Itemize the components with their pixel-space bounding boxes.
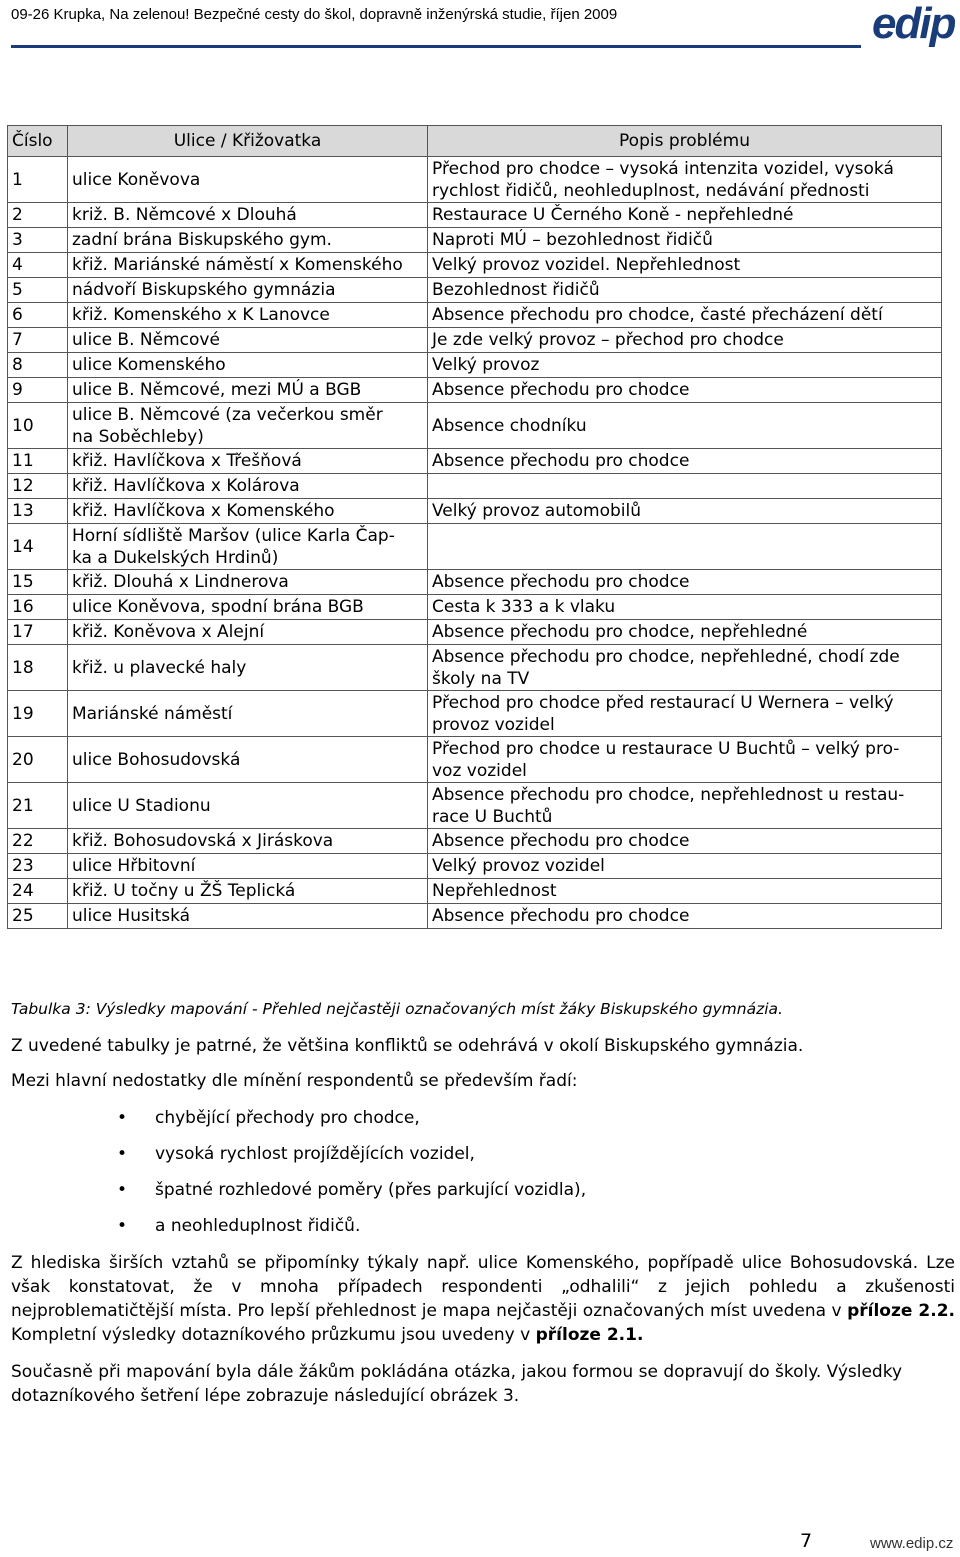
description-line: Je zde velký provoz – přechod pro chodce [432, 330, 784, 350]
street-line: křiž. Komenského x K Lanovce [72, 305, 330, 325]
street-line: křiž. Koněvova x Alejní [72, 622, 265, 642]
description-line: Nepřehlednost [432, 881, 557, 901]
row-description [428, 620, 942, 645]
street-line: ka a Dukelských Hrdinů) [72, 547, 279, 568]
row-street [68, 303, 428, 328]
table-row [8, 620, 942, 645]
row-number: 13 [8, 499, 68, 524]
row-street [68, 691, 428, 737]
street-line: křiž. u plavecké haly [72, 657, 247, 678]
header-street: Ulice / Křižovatka [68, 126, 428, 157]
description-line: rychlost řidičů, neohleduplnost, nedávání přednosti [432, 180, 870, 201]
table-row [8, 570, 942, 595]
row-street [68, 353, 428, 378]
street-line: křiž. Bohosudovská x Jiráskova [72, 831, 334, 851]
row-street [68, 620, 428, 645]
row-description [428, 228, 942, 253]
row-number: 19 [8, 691, 68, 737]
row-description [428, 449, 942, 474]
street-line: ulice Husitská [72, 906, 191, 926]
table-row [8, 228, 942, 253]
row-street [68, 854, 428, 879]
row-street [68, 378, 428, 403]
table-row [8, 783, 942, 829]
row-street [68, 524, 428, 570]
description-line: Velký provoz vozidel [432, 856, 605, 876]
row-description [428, 253, 942, 278]
row-description [428, 403, 942, 449]
header-description: Popis problému [428, 126, 942, 157]
description-line: Velký provoz vozidel. Nepřehlednost [432, 255, 741, 275]
street-line: ulice B. Němcové [72, 330, 220, 350]
description-line: Absence přechodu pro chodce [432, 906, 690, 926]
row-street [68, 904, 428, 929]
street-line: ulice Koněvova, spodní brána BGB [72, 597, 364, 617]
row-street [68, 570, 428, 595]
row-description [428, 353, 942, 378]
table-caption: Tabulka 3: Výsledky mapování - Přehled nejčastěji označovaných míst žáky Biskupského gymnázia. [11, 1000, 783, 1018]
street-line: ulice B. Němcové, mezi MÚ a BGB [72, 380, 362, 400]
row-number: 25 [8, 904, 68, 929]
description-line: Naproti MÚ – bezohlednost řidičů [432, 230, 713, 250]
problem-table [7, 125, 942, 929]
table-row [8, 203, 942, 228]
row-number: 5 [8, 278, 68, 303]
row-number: 6 [8, 303, 68, 328]
list-item: • vysoká rychlost projíždějících vozidel, [111, 1142, 586, 1178]
row-description [428, 499, 942, 524]
table-row [8, 449, 942, 474]
row-number: 21 [8, 783, 68, 829]
description-line: race U Buchtů [432, 806, 553, 827]
table-row [8, 328, 942, 353]
table-header-row [8, 126, 942, 157]
row-street [68, 645, 428, 691]
description-line: Absence přechodu pro chodce [432, 451, 690, 471]
row-number: 20 [8, 737, 68, 783]
description-line: Velký provoz [432, 355, 540, 375]
header-rule [11, 45, 861, 48]
row-street [68, 474, 428, 499]
description-line: Absence chodníku [432, 415, 587, 436]
description-line: Absence přechodu pro chodce, nepřehlednost u restau- [432, 784, 905, 805]
street-line: ulice Komenského [72, 355, 226, 375]
row-street [68, 203, 428, 228]
table-row [8, 157, 942, 203]
table-row [8, 645, 942, 691]
table-row [8, 737, 942, 783]
description-line: Přechod pro chodce – vysoká intenzita vozidel, vysoká [432, 158, 894, 179]
row-street [68, 403, 428, 449]
row-description [428, 157, 942, 203]
street-line: Mariánské náměstí [72, 703, 233, 724]
table-row [8, 854, 942, 879]
row-number: 2 [8, 203, 68, 228]
row-description [428, 904, 942, 929]
street-line: ulice Bohosudovská [72, 749, 241, 770]
row-street [68, 499, 428, 524]
row-number: 4 [8, 253, 68, 278]
row-description [428, 303, 942, 328]
street-line: ulice Koněvova [72, 169, 201, 190]
row-street [68, 595, 428, 620]
deficiency-list [111, 1106, 586, 1250]
row-description [428, 783, 942, 829]
row-street [68, 328, 428, 353]
list-item: • chybějící přechody pro chodce, [111, 1106, 586, 1142]
street-line: nádvoří Biskupského gymnázia [72, 280, 336, 300]
row-number: 7 [8, 328, 68, 353]
description-line: Velký provoz automobilů [432, 501, 642, 521]
description-line: Absence přechodu pro chodce, nepřehledné [432, 622, 808, 642]
table-row [8, 474, 942, 499]
row-description [428, 829, 942, 854]
table-row [8, 499, 942, 524]
row-number: 17 [8, 620, 68, 645]
table-row [8, 303, 942, 328]
row-description [428, 737, 942, 783]
paragraph-text: Kompletní výsledky dotazníkového průzkumu jsou uvedeny v [11, 1325, 536, 1345]
street-line: na Soběchleby) [72, 426, 204, 447]
row-number: 10 [8, 403, 68, 449]
list-item: • špatné rozhledové poměry (přes parkující vozidla), [111, 1178, 586, 1214]
row-number: 22 [8, 829, 68, 854]
page-number: 7 [800, 1530, 813, 1552]
row-number: 8 [8, 353, 68, 378]
description-line: provoz vozidel [432, 714, 555, 735]
description-line: Absence přechodu pro chodce [432, 572, 690, 592]
table-row [8, 879, 942, 904]
description-line: Cesta k 333 a k vlaku [432, 597, 616, 617]
paragraph-transport: Současně při mapování byla dále žákům pokládána otázka, jakou formou se dopravují do školy. Výsledky dotazníkového šetření lépe zobrazuje následující obrázek 3. [11, 1362, 903, 1406]
footer-url[interactable]: www.edip.cz [870, 1535, 954, 1552]
row-street [68, 783, 428, 829]
header-number: Číslo [8, 126, 68, 157]
paragraph-text: Z hlediska širších vztahů se připomínky týkaly např. ulice Komenského, popřípadě ulice Bohosudovská. Lze však konstatovat, že v mnoha případech respondenti „odhalili“ z jejich pohledu a zkušenosti nejproblematičtější místa. Pro lepší přehlednost je mapa nejčastěji označovaných míst uvedena v [11, 1253, 955, 1321]
street-line: križ. B. Němcové x Dlouhá [72, 205, 297, 225]
row-street [68, 253, 428, 278]
description-line: voz vozidel [432, 760, 527, 781]
street-line: křiž. Havlíčkova x Kolárova [72, 476, 300, 496]
paragraph-relations [11, 1251, 955, 1347]
table-row [8, 829, 942, 854]
row-number: 12 [8, 474, 68, 499]
table-row [8, 353, 942, 378]
row-description [428, 524, 942, 570]
appendix-link-2-1[interactable]: příloze 2.1. [535, 1325, 644, 1345]
row-description [428, 879, 942, 904]
street-line: ulice Hřbitovní [72, 856, 196, 876]
row-street [68, 829, 428, 854]
row-number: 14 [8, 524, 68, 570]
row-description [428, 595, 942, 620]
row-street [68, 879, 428, 904]
row-street [68, 278, 428, 303]
row-number: 9 [8, 378, 68, 403]
street-line: Horní sídliště Maršov (ulice Karla Čap- [72, 525, 395, 546]
row-description [428, 378, 942, 403]
row-description [428, 474, 942, 499]
table-row [8, 595, 942, 620]
street-line: křiž. Havlíčkova x Třešňová [72, 451, 302, 471]
row-number: 24 [8, 879, 68, 904]
paragraph-intro-list: Mezi hlavní nedostatky dle mínění respondentů se především řadí: [11, 1071, 578, 1091]
street-line: křiž. Mariánské náměstí x Komenského [72, 255, 403, 275]
paragraph-conflicts: Z uvedené tabulky je patrné, že většina konfliktů se odehrává v okolí Biskupského gymnázia. [11, 1036, 804, 1056]
row-description [428, 691, 942, 737]
street-line: ulice U Stadionu [72, 795, 211, 816]
table-row [8, 524, 942, 570]
row-description [428, 278, 942, 303]
header-title: 09-26 Krupka, Na zelenou! Bezpečné cesty do škol, dopravně inženýrská studie, říjen 2009 [11, 6, 618, 23]
row-number: 1 [8, 157, 68, 203]
street-line: zadní brána Biskupského gym. [72, 230, 332, 250]
row-street [68, 449, 428, 474]
description-line: Restaurace U Černého Koně - nepřehledné [432, 205, 794, 225]
description-line: Přechod pro chodce u restaurace U Buchtů – velký pro- [432, 738, 900, 759]
street-line: ulice B. Němcové (za večerkou směr [72, 404, 383, 425]
description-line: školy na TV [432, 668, 530, 689]
table-row [8, 403, 942, 449]
list-item: • a neohleduplnost řidičů. [111, 1214, 586, 1250]
row-number: 3 [8, 228, 68, 253]
row-number: 18 [8, 645, 68, 691]
row-number: 16 [8, 595, 68, 620]
description-line: Absence přechodu pro chodce [432, 380, 690, 400]
table-row [8, 904, 942, 929]
row-street [68, 737, 428, 783]
appendix-link-2-2[interactable]: příloze 2.2. [847, 1301, 955, 1321]
description-line: Absence přechodu pro chodce, časté přecházení dětí [432, 305, 883, 325]
edip-logo: edip [872, 0, 955, 48]
row-number: 23 [8, 854, 68, 879]
table-row [8, 691, 942, 737]
row-number: 11 [8, 449, 68, 474]
table-row [8, 378, 942, 403]
street-line: křiž. U točny u ŽŠ Teplická [72, 881, 296, 901]
table-row [8, 253, 942, 278]
street-line: křiž. Havlíčkova x Komenského [72, 501, 335, 521]
street-line: křiž. Dlouhá x Lindnerova [72, 572, 289, 592]
row-street [68, 157, 428, 203]
description-line: Absence přechodu pro chodce, nepřehledné, chodí zde [432, 646, 900, 667]
description-line: Bezohlednost řidičů [432, 280, 600, 300]
row-description [428, 203, 942, 228]
row-description [428, 328, 942, 353]
description-line: Přechod pro chodce před restaurací U Wernera – velký [432, 692, 894, 713]
page-header [0, 0, 960, 48]
row-description [428, 854, 942, 879]
row-number: 15 [8, 570, 68, 595]
row-description [428, 645, 942, 691]
table-row [8, 278, 942, 303]
row-description [428, 570, 942, 595]
row-street [68, 228, 428, 253]
description-line: Absence přechodu pro chodce [432, 831, 690, 851]
